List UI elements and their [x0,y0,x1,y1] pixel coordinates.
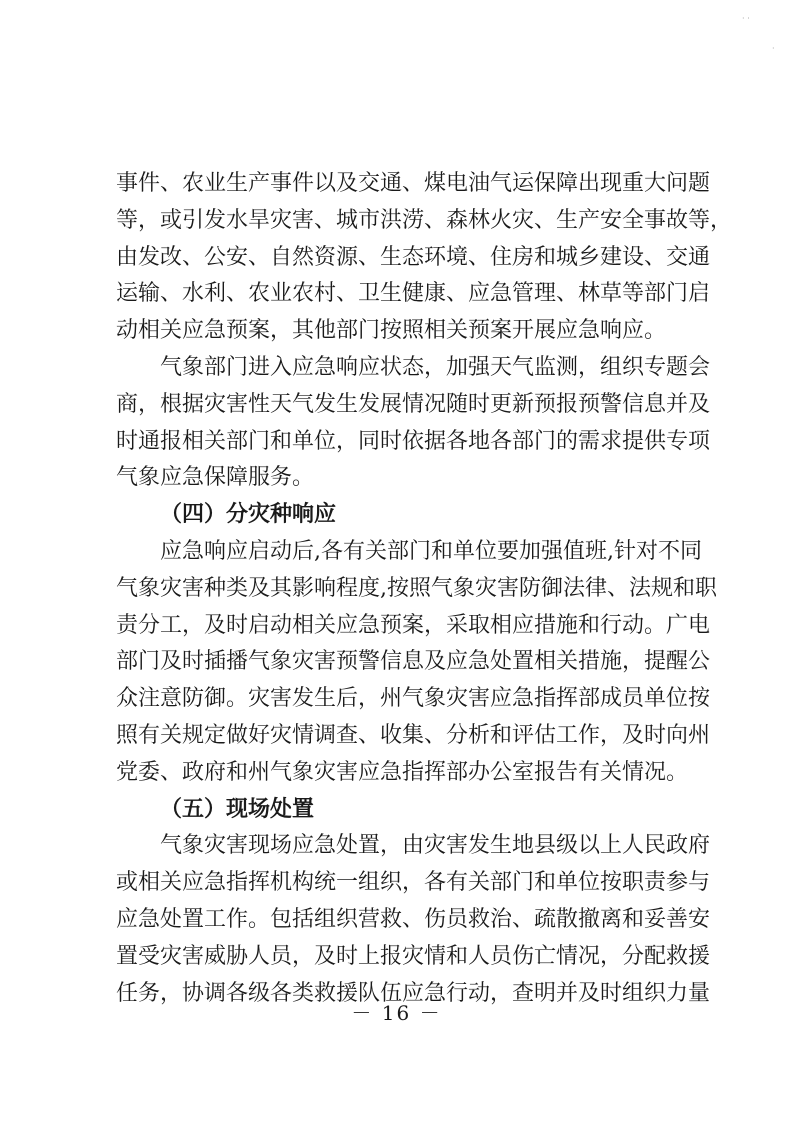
text-line: 应急处置工作。包括组织营救、伤员救治、疏散撤离和妥善安 [116,906,711,932]
text-line: 部门及时插播气象灾害预警信息及应急处置相关措施，提醒公 [116,649,711,675]
text-line: 责分工，及时启动相关应急预案，采取相应措施和行动。广电 [116,612,711,638]
text-line: 应急响应启动后,各有关部门和单位要加强值班,针对不同 [160,538,702,564]
text-line: 置受灾害威胁人员，及时上报灾情和人员伤亡情况，分配救援 [116,943,711,969]
text-line: 党委、政府和州气象灾害应急指挥部办公室报告有关情况。 [116,759,689,785]
text-line: 商，根据灾害性天气发生发展情况随时更新预报预警信息并及 [116,391,711,417]
text-line: 事件、农业生产事件以及交通、煤电油气运保障出现重大问题 [116,171,711,196]
text-line: 等，或引发水旱灾害、城市洪涝、森林火灾、生产安全事故等， [116,207,733,233]
text-line: 气象灾害种类及其影响程度,按照气象灾害防御法律、法规和职 [116,575,717,601]
text-line: 动相关应急预案，其他部门按照相关预案开展应急响应。 [116,318,667,344]
section-heading: （四）分灾种响应 [160,502,337,528]
text-line: 气象部门进入应急响应状态，加强天气监测，组织专题会 [160,354,711,380]
page-number: － 16 － [351,1001,442,1025]
text-line: 气象灾害现场应急处置，由灾害发生地县级以上人民政府 [160,833,711,859]
text-line: 气象应急保障服务。 [116,465,315,491]
scan-speck: · · [742,14,750,23]
text-line: 任务，协调各级各类救援队伍应急行动，查明并及时组织力量 [116,980,711,1006]
text-line: 众注意防御。灾害发生后，州气象灾害应急指挥部成员单位按 [116,686,711,712]
text-line: 照有关规定做好灾情调查、收集、分析和评估工作，及时向州 [116,722,711,748]
text-line: 运输、水利、农业农村、卫生健康、应急管理、林草等部门启 [116,281,711,307]
section-heading: （五）现场处置 [160,796,315,822]
scan-speck: · [772,44,775,53]
text-line: 由发改、公安、自然资源、生态环境、住房和城乡建设、交通 [116,244,711,270]
text-line: 或相关应急指挥机构统一组织，各有关部门和单位按职责参与 [116,870,711,896]
body-text [116,166,733,1012]
text-line: 时通报相关部门和单位，同时依据各地各部门的需求提供专项 [116,428,711,454]
